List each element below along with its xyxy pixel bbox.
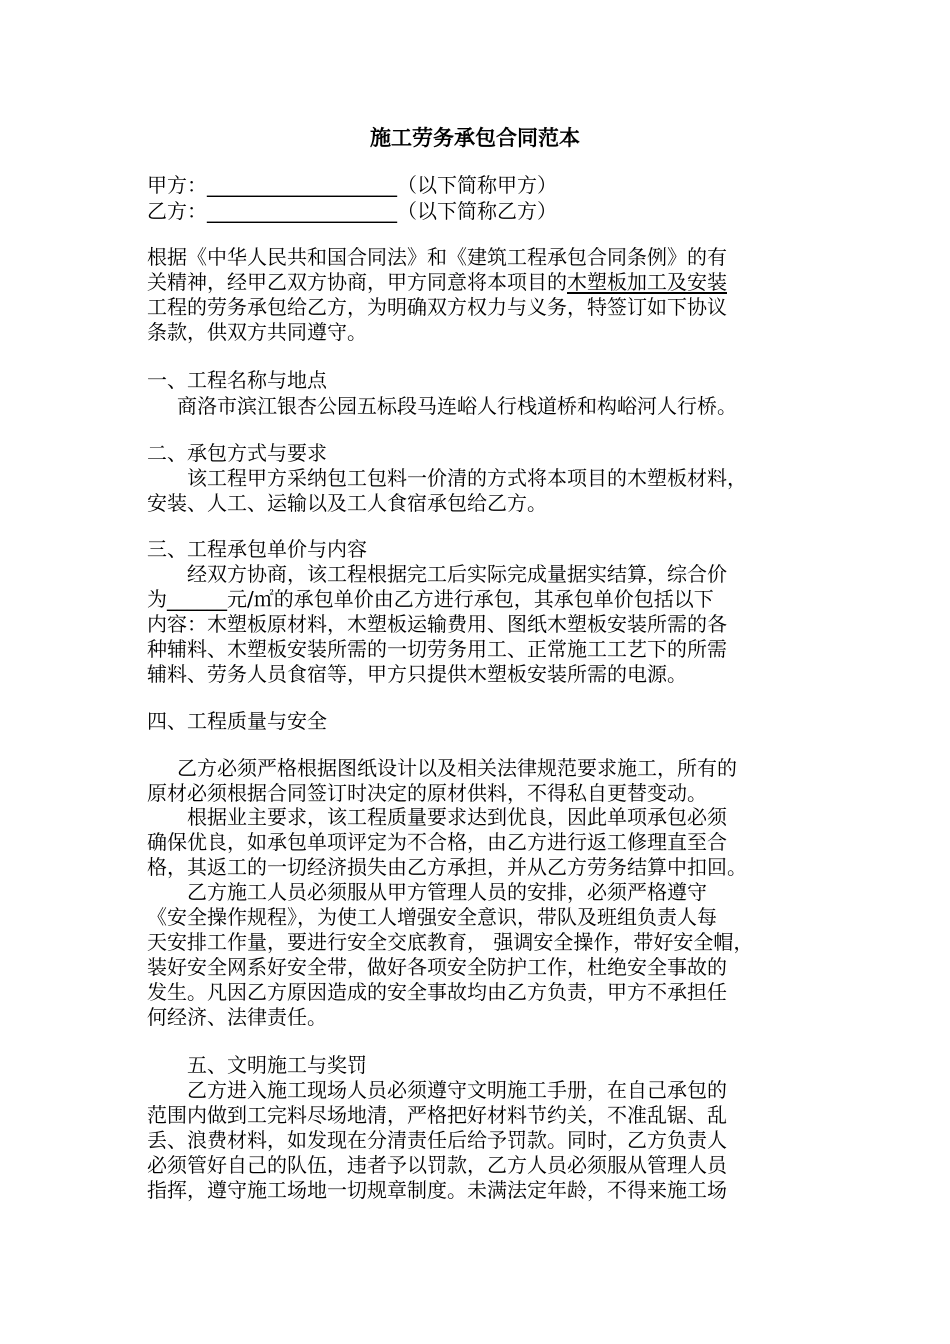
section-line: 安装、人工、运输以及工人食宿承包给乙方。 xyxy=(147,491,547,515)
section-line: 根据业主要求，该工程质量要求达到优良，因此单项承包必须 xyxy=(187,805,727,829)
intro-line: 根据《中华人民共和国合同法》和《建筑工程承包合同条例》的有 xyxy=(147,245,727,269)
intro-line xyxy=(147,270,727,294)
section-line: 内容：木塑板原材料，木塑板运输费用、图纸木塑板安装所需的各 xyxy=(147,612,727,636)
section-line: 必须管好自己的队伍，违者予以罚款，乙方人员必须服从管理人员 xyxy=(147,1153,727,1177)
section-heading: 二、承包方式与要求 xyxy=(147,441,327,465)
intro-text: 关精神，经甲乙双方协商，甲方同意将本项目的 xyxy=(147,270,567,294)
section-line: 发生。凡因乙方原因造成的安全事故均由乙方负责，甲方不承担任 xyxy=(147,980,727,1004)
section-line: 何经济、法律责任。 xyxy=(147,1005,327,1029)
section-line: 格，其返工的一切经济损失由乙方承担，并从乙方劳务结算中扣回。 xyxy=(147,855,747,879)
section-line: 范围内做到工完料尽场地清，严格把好材料节约关，不准乱锯、乱 xyxy=(147,1103,727,1127)
section-heading: 一、工程名称与地点 xyxy=(147,368,327,392)
section-line: 乙方施工人员必须服从甲方管理人员的安排，必须严格遵守 xyxy=(187,880,707,904)
section-heading: 四、工程质量与安全 xyxy=(147,709,327,733)
section-line: 确保优良，如承包单项评定为不合格，由乙方进行返工修理直至合 xyxy=(147,830,727,854)
section-line: 为______元/㎡的承包单价由乙方进行承包，其承包单价包括以下 xyxy=(147,587,714,611)
project-name-underlined: 木塑板加工及安装 xyxy=(567,270,727,294)
section-line: 乙方进入施工现场人员必须遵守文明施工手册，在自己承包的 xyxy=(187,1078,727,1102)
party-a-line: 甲方：___________________（以下简称甲方） xyxy=(147,173,557,197)
section-line: 该工程甲方采纳包工包料一价清的方式将本项目的木塑板材料， xyxy=(187,466,747,490)
section-line: 种辅料、木塑板安装所需的一切劳务用工、正常施工工艺下的所需 xyxy=(147,637,727,661)
section-line: 原材必须根据合同签订时决定的原材供料，不得私自更替变动。 xyxy=(147,781,707,805)
section-heading: 五、文明施工与奖罚 xyxy=(187,1053,367,1077)
section-line: 《安全操作规程》，为使工人增强安全意识，带队及班组负责人每 xyxy=(147,905,717,929)
section-line: 指挥，遵守施工场地一切规章制度。未满法定年龄，不得来施工场 xyxy=(147,1178,727,1202)
intro-line: 工程的劳务承包给乙方，为明确双方权力与义务，特签订如下协议 xyxy=(147,295,727,319)
section-line: 辅料、劳务人员食宿等，甲方只提供木塑板安装所需的电源。 xyxy=(147,662,687,686)
section-line: 经双方协商，该工程根据完工后实际完成量据实结算，综合价 xyxy=(187,562,727,586)
intro-line: 条款，供双方共同遵守。 xyxy=(147,320,367,344)
section-line: 乙方必须严格根据图纸设计以及相关法律规范要求施工，所有的 xyxy=(177,756,737,780)
section-line: 天安排工作量，要进行安全交底教育， 强调安全操作，带好安全帽， xyxy=(147,930,754,954)
section-line: 装好安全网系好安全带，做好各项安全防护工作，杜绝安全事故的 xyxy=(147,955,727,979)
section-line: 商洛市滨江银杏公园五标段马连峪人行栈道桥和构峪河人行桥。 xyxy=(177,394,737,418)
section-heading: 三、工程承包单价与内容 xyxy=(147,537,367,561)
document-title: 施工劳务承包合同范本 xyxy=(370,125,580,150)
section-line: 丢、浪费材料，如发现在分清责任后给予罚款。同时，乙方负责人 xyxy=(147,1128,727,1152)
party-b-line: 乙方：___________________（以下简称乙方） xyxy=(147,199,557,223)
